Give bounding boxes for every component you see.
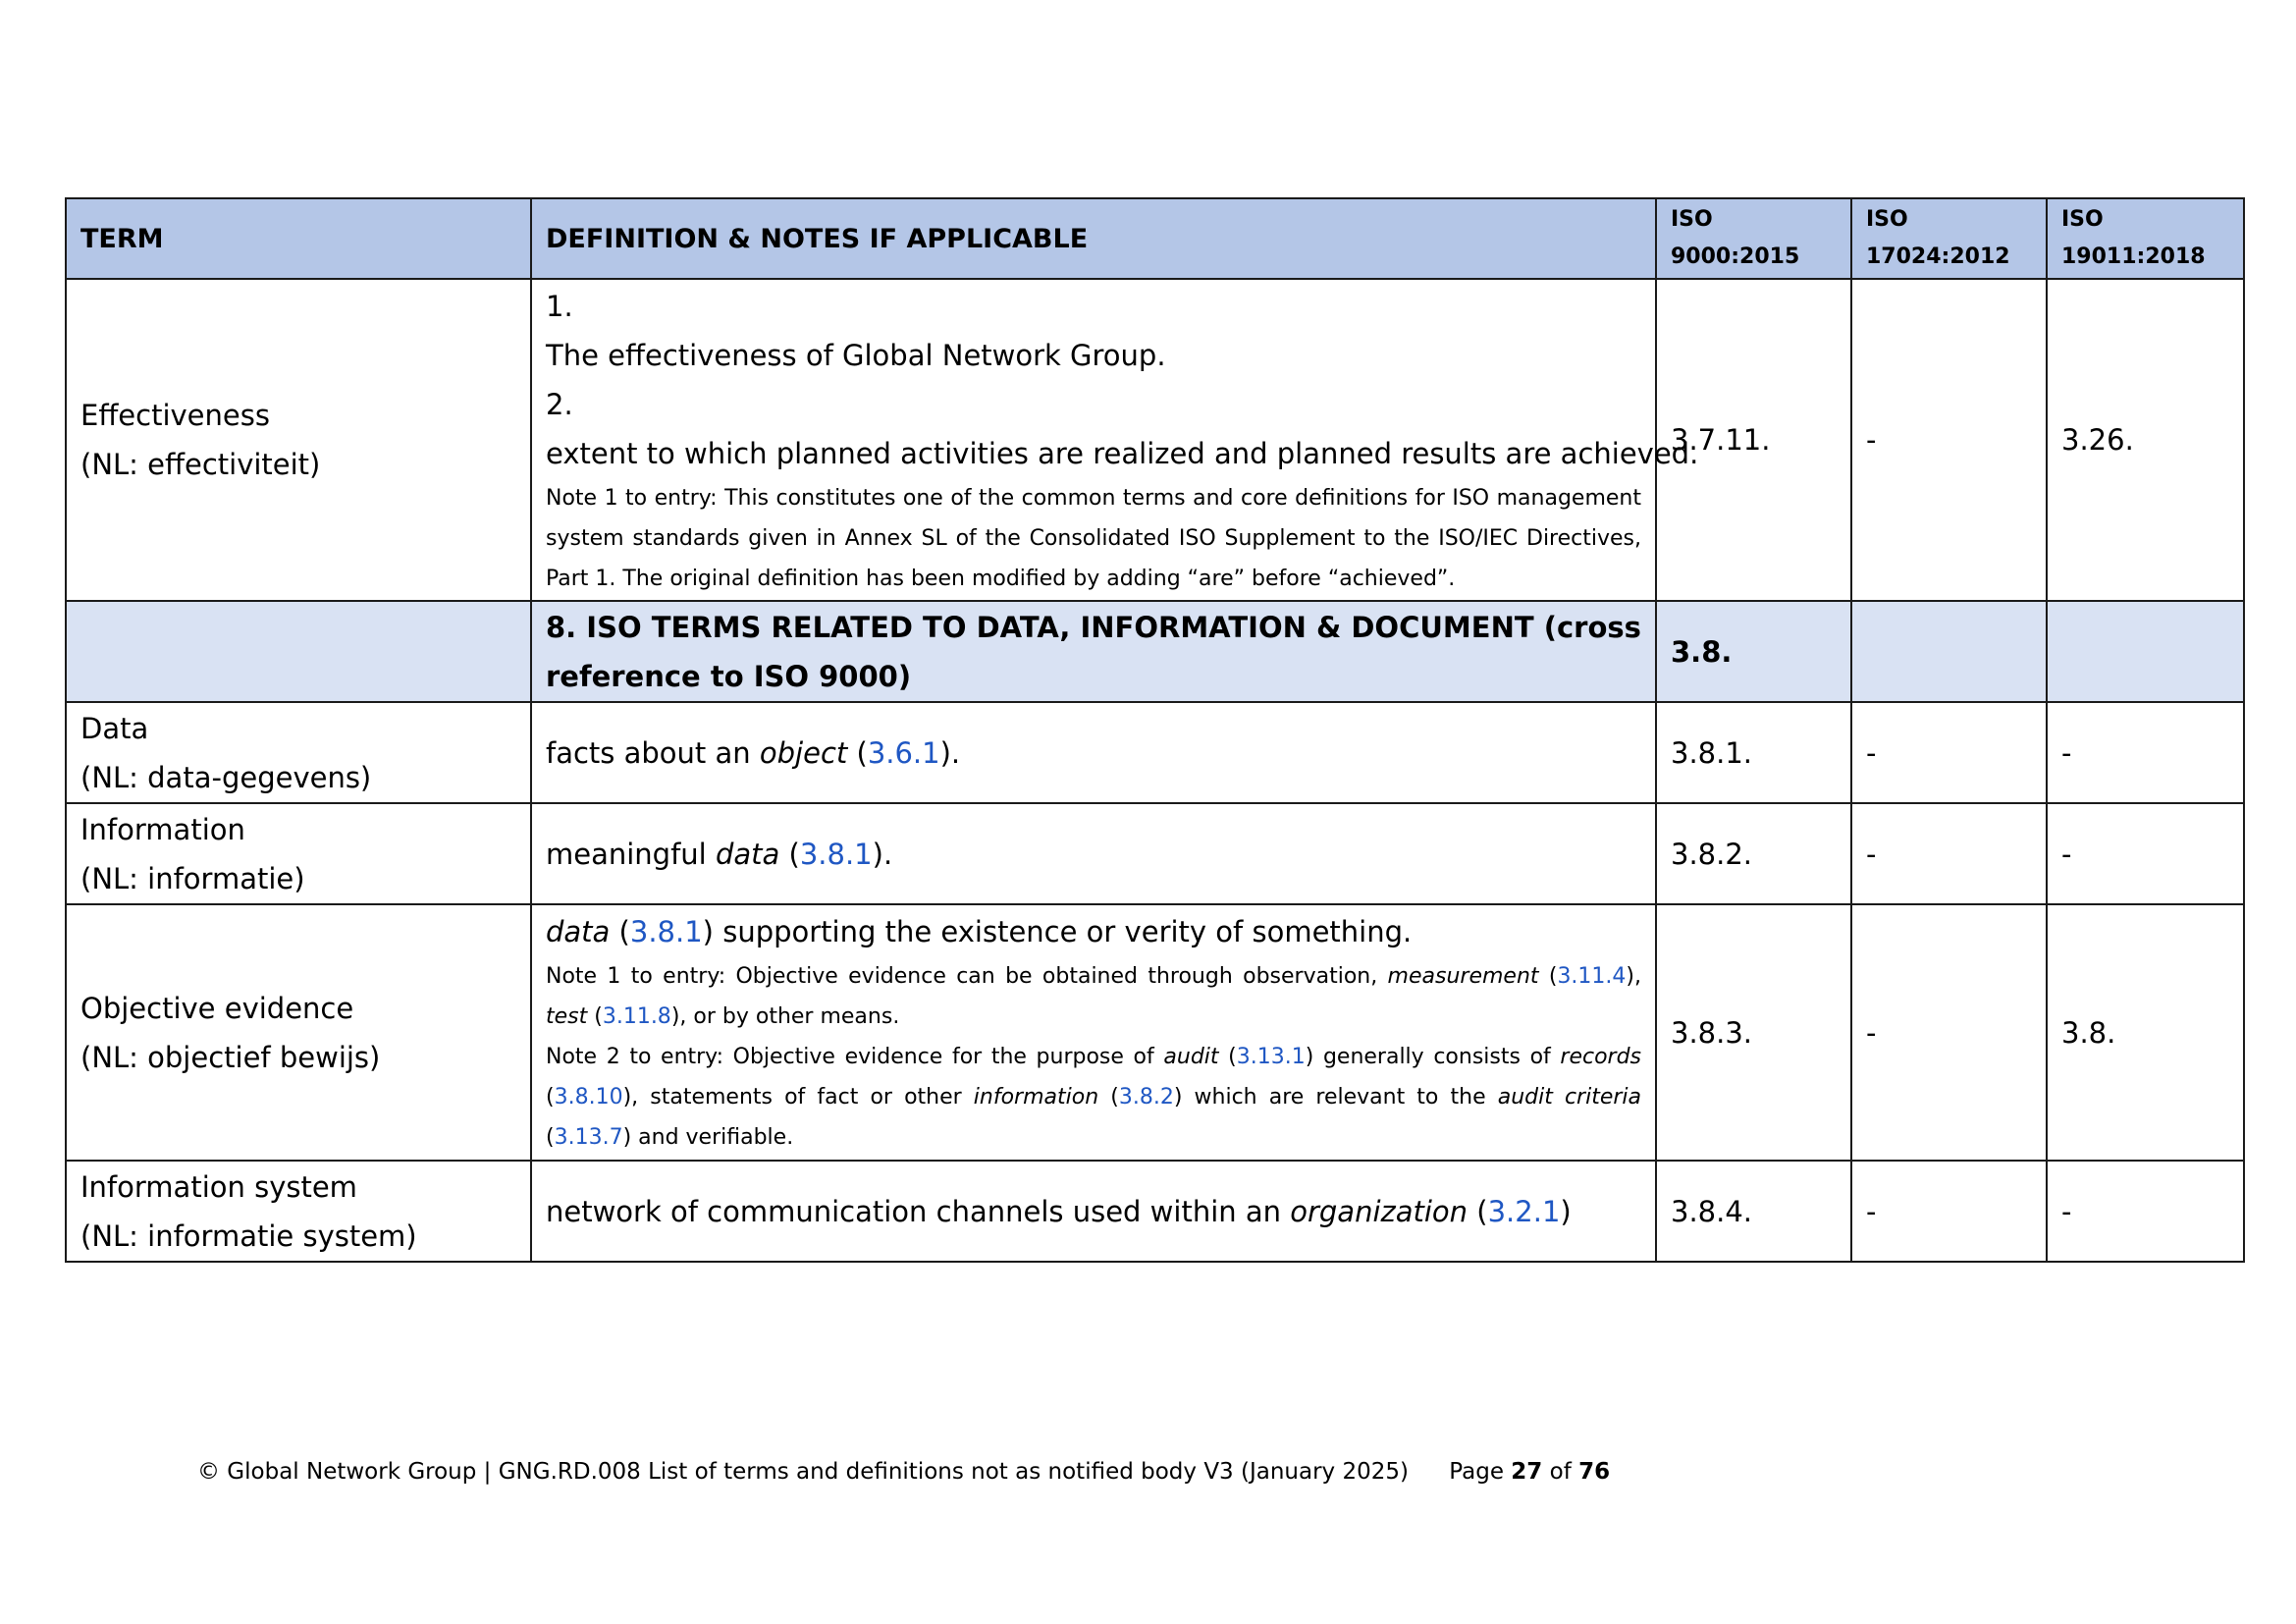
iso9000-ref: 3.8.2. <box>1656 803 1851 904</box>
definition-text: ( <box>779 837 800 871</box>
note-text: ) and verifiable. <box>622 1125 794 1150</box>
note-text: ( <box>587 1004 603 1029</box>
term-cell <box>66 1161 531 1262</box>
term-cell <box>66 904 531 1161</box>
note-text: Note 1 to entry: Objective evidence can be obtained through observation, <box>546 964 1388 989</box>
definition-term-italic: data <box>546 915 611 948</box>
definition-term-italic: data <box>715 837 780 871</box>
iso17024-ref: - <box>1851 904 2047 1161</box>
note-term-italic: audit <box>1163 1045 1219 1069</box>
note-text: ), or by other means. <box>670 1004 900 1029</box>
definition-number: 1. <box>546 289 573 323</box>
iso9000-ref: 3.8.1. <box>1656 702 1851 803</box>
section-row <box>66 601 2244 702</box>
table-header-row <box>66 198 2244 279</box>
page-of: of <box>1542 1459 1579 1485</box>
cross-reference-link[interactable]: 3.2.1 <box>1487 1194 1561 1228</box>
section-empty-cell <box>66 601 531 702</box>
header-iso19011-line1: ISO <box>2061 207 2104 232</box>
definition-note: Note 1 to entry: This constitutes one of the common terms and core definitions for ISO management system standards given in Annex SL of the Consolidated ISO Supplement to the ISO/IEC Directives, Part 1. The original definition has been modified by adding “are” before “achieved”. <box>546 485 1641 591</box>
iso19011-ref: - <box>2047 803 2244 904</box>
note-text: ), <box>1626 964 1641 989</box>
section-empty-cell <box>2047 601 2244 702</box>
iso17024-ref: - <box>1851 803 2047 904</box>
note-term-italic: measurement <box>1387 964 1539 989</box>
term-name: Effectiveness <box>80 399 270 432</box>
definition-text: ) <box>1560 1194 1572 1228</box>
note-text: ( <box>546 1125 555 1150</box>
term-name: Information system <box>80 1169 357 1204</box>
table-row <box>66 904 2244 1161</box>
term-name: Data <box>80 711 149 745</box>
table-row <box>66 1161 2244 1262</box>
footer-text: © Global Network Group | GNG.RD.008 List of terms and definitions not as notified body V3 (January 2025) <box>197 1459 1409 1485</box>
definition-cell <box>531 1161 1656 1262</box>
definition-cell <box>531 904 1656 1161</box>
iso17024-ref: - <box>1851 1161 2047 1262</box>
definition-cell <box>531 803 1656 904</box>
page-number <box>1449 1459 1610 1485</box>
cross-reference-link[interactable]: 3.8.2 <box>1118 1085 1174 1110</box>
cross-reference-link[interactable]: 3.13.1 <box>1236 1045 1306 1069</box>
term-nl: (NL: informatie system) <box>80 1218 417 1253</box>
term-cell <box>66 803 531 904</box>
definition-text: facts about an <box>546 735 760 770</box>
definition-term-italic: object <box>759 735 848 770</box>
iso17024-ref: - <box>1851 279 2047 601</box>
header-iso19011-line2: 19011:2018 <box>2061 244 2206 269</box>
note-term-italic: audit criteria <box>1497 1085 1642 1110</box>
iso19011-ref: 3.26. <box>2047 279 2244 601</box>
header-iso9000-line2: 9000:2015 <box>1671 244 1800 269</box>
header-term: TERM <box>66 198 531 279</box>
note-text: ), statements of fact or other <box>622 1085 974 1110</box>
note-text: ( <box>1538 964 1558 989</box>
definition-note <box>546 1037 1641 1158</box>
iso9000-ref: 3.8.3. <box>1656 904 1851 1161</box>
term-cell <box>66 702 531 803</box>
definition-line <box>546 907 1641 956</box>
page-label: Page <box>1449 1459 1512 1485</box>
iso19011-ref: - <box>2047 1161 2244 1262</box>
term-nl: (NL: informatie) <box>80 861 305 895</box>
definition-text: meaningful <box>546 837 716 871</box>
header-iso17024-line2: 17024:2012 <box>1866 244 2010 269</box>
section-empty-cell <box>1851 601 2047 702</box>
note-text: Note 2 to entry: Objective evidence for the purpose of <box>546 1045 1164 1069</box>
section-iso9000-ref: 3.8. <box>1656 601 1851 702</box>
header-definition: DEFINITION & NOTES IF APPLICABLE <box>531 198 1656 279</box>
term-name: Information <box>80 812 245 846</box>
definition-text: The effectiveness of Global Network Group. <box>546 338 1166 372</box>
cross-reference-link[interactable]: 3.8.10 <box>554 1085 623 1110</box>
definition-text: ( <box>847 735 868 770</box>
header-iso9000-line1: ISO <box>1671 207 1713 232</box>
page-current: 27 <box>1511 1459 1543 1485</box>
header-iso9000 <box>1656 198 1851 279</box>
header-iso19011 <box>2047 198 2244 279</box>
table-row <box>66 279 2244 601</box>
definition-text: ). <box>872 837 893 871</box>
terms-table <box>65 197 2245 1263</box>
note-term-italic: test <box>546 1004 588 1029</box>
term-nl: (NL: objectief bewijs) <box>80 1040 381 1074</box>
cross-reference-link[interactable]: 3.11.8 <box>602 1004 671 1029</box>
term-name: Objective evidence <box>80 991 354 1025</box>
term-cell <box>66 279 531 601</box>
definition-term-italic: organization <box>1290 1194 1468 1228</box>
page-total: 76 <box>1578 1459 1611 1485</box>
definition-text: ) supporting the existence or verity of something. <box>702 915 1413 948</box>
cross-reference-link[interactable]: 3.13.7 <box>554 1125 623 1150</box>
cross-reference-link[interactable]: 3.8.1 <box>799 837 873 871</box>
definition-text: ). <box>939 735 961 770</box>
note-term-italic: information <box>973 1085 1099 1110</box>
iso19011-ref: 3.8. <box>2047 904 2244 1161</box>
note-text: ( <box>546 1085 555 1110</box>
term-nl: (NL: effectiviteit) <box>80 448 321 481</box>
term-nl: (NL: data-gegevens) <box>80 760 372 794</box>
note-term-italic: records <box>1560 1045 1642 1069</box>
definition-number: 2. <box>546 387 573 421</box>
iso17024-ref: - <box>1851 702 2047 803</box>
definition-note <box>546 956 1641 1037</box>
header-iso17024-line1: ISO <box>1866 207 1908 232</box>
iso19011-ref: - <box>2047 702 2244 803</box>
cross-reference-link[interactable]: 3.8.1 <box>629 915 703 948</box>
iso9000-ref: 3.7.11. <box>1656 279 1851 601</box>
note-text: ) generally consists of <box>1305 1045 1561 1069</box>
table-row <box>66 702 2244 803</box>
page-footer <box>197 1459 1610 1485</box>
definition-cell <box>531 279 1699 601</box>
definition-text: network of communication channels used within an <box>546 1194 1291 1228</box>
cross-reference-link[interactable]: 3.6.1 <box>867 735 940 770</box>
note-text: ) which are relevant to the <box>1173 1085 1498 1110</box>
definition-cell <box>531 702 1656 803</box>
definition-text: ( <box>1468 1194 1488 1228</box>
section-title: 8. ISO TERMS RELATED TO DATA, INFORMATION & DOCUMENT (cross reference to ISO 9000) <box>531 601 1656 702</box>
definition-text: ( <box>610 915 630 948</box>
iso9000-ref: 3.8.4. <box>1656 1161 1851 1262</box>
table-row <box>66 803 2244 904</box>
note-text: ( <box>1218 1045 1237 1069</box>
cross-reference-link[interactable]: 3.11.4 <box>1557 964 1627 989</box>
note-text: ( <box>1098 1085 1119 1110</box>
header-iso17024 <box>1851 198 2047 279</box>
definition-text: extent to which planned activities are realized and planned results are achieved. <box>546 436 1699 470</box>
